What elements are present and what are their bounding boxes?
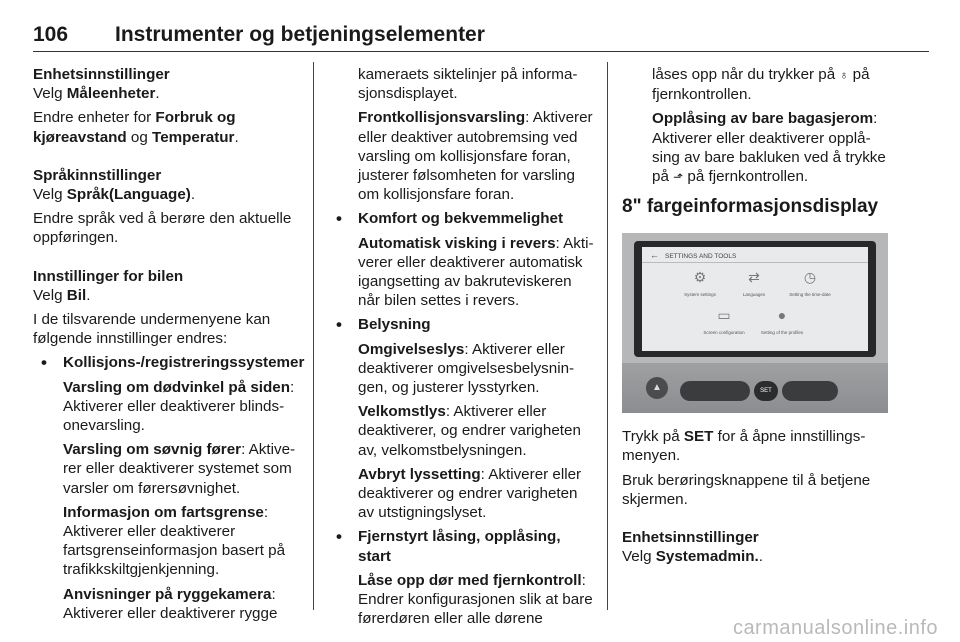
screen-title: SETTINGS AND TOOLS xyxy=(665,253,737,261)
paragraph: Velg Systemadmin.. xyxy=(622,548,763,566)
monitor-icon: ▭ xyxy=(717,307,731,324)
screen-icon-profiles: ● Setting of the profiles xyxy=(752,307,812,342)
display-illustration xyxy=(622,233,888,413)
screen-icon-time-date: ◷ Setting the time-date xyxy=(780,269,840,304)
unlock-key-icon: ♁ xyxy=(839,68,849,82)
bullet-item: • Belysning xyxy=(328,315,594,334)
watermark: carmanualsonline.info xyxy=(732,617,938,639)
screen-icon-screen-config: ▭ Screen configuration xyxy=(694,307,754,342)
page-title: Instrumenter og betjeningselementer xyxy=(115,23,485,46)
bullet-item: • Komfort og bekvemmelighet xyxy=(328,209,594,228)
paragraph: Velg Måleenheter. xyxy=(33,85,160,103)
column-divider xyxy=(607,62,608,610)
gear-icon: ⚙ xyxy=(693,269,707,286)
column-3 xyxy=(622,65,888,571)
back-arrow-icon: ← xyxy=(650,250,659,261)
hazard-icon: ▲ xyxy=(646,377,668,399)
control-panel xyxy=(622,363,888,413)
indented-paragraph: Automatisk visking i revers: Aktiverer eller deaktiverer automatisk igangsetting av bakruteviskeren når bilen settes i revers. xyxy=(358,234,594,310)
heading-language-settings: Språkinnstillinger xyxy=(33,166,162,184)
column-divider xyxy=(313,62,314,610)
heading-unit-settings: Enhetsinnstillinger xyxy=(33,66,170,83)
control-buttons-right xyxy=(782,381,838,401)
paragraph: Endre enheter for Forbruk og kjøreavstand og Temperatur. xyxy=(33,109,239,146)
indented-paragraph: Låse opp dør med fjernkontroll: Endrer konfigurasjonen slik at bare førerdøren eller alle dørene xyxy=(358,571,593,628)
page-header xyxy=(33,22,929,52)
paragraph: Bruk berøringsknappene til å betjene skjermen. xyxy=(622,471,871,508)
indented-paragraph: låses opp når du trykker på ♁ på fjernkontrollen. xyxy=(652,66,870,104)
paragraph: Velg Bil. xyxy=(33,286,91,304)
page-number: 106 xyxy=(33,23,69,46)
set-button: SET xyxy=(754,381,778,401)
column-1 xyxy=(33,65,305,628)
indented-paragraph: kameraets siktelinjer på informasjonsdisplayet. xyxy=(358,66,578,103)
screen-bezel xyxy=(634,241,876,357)
screen xyxy=(642,247,868,351)
column-2 xyxy=(328,65,594,633)
indented-paragraph: Velkomstlys: Aktiverer eller deaktiverer, og endrer varigheten av, velkomstbelysningen. xyxy=(358,403,581,459)
paragraph: Endre språk ved å berøre den aktuelle oppføringen. xyxy=(33,210,292,247)
indented-paragraph: Omgivelseslys: Aktiverer eller deaktiverer omgivelsesbelysningen, og justerer lysstyrken. xyxy=(358,340,575,397)
heading-vehicle-settings: Innstillinger for bilen xyxy=(33,267,184,285)
paragraph: I de tilsvarende undermenyene kan følgende innstillinger endres: xyxy=(33,311,271,348)
indented-paragraph: Frontkollisjonsvarsling: Aktiverer eller deaktiver autobremsing ved varsling om kollisjonsfare foran, justerer følsomheten for varsling om kollisjonsfare foran. xyxy=(358,109,593,204)
indented-paragraph: Varsling om dødvinkel på siden: Aktiverer eller deaktiverer blindsonevarsling. xyxy=(63,378,295,435)
tailgate-key-icon: ⬏ xyxy=(673,170,684,185)
indented-paragraph: Anvisninger på ryggekamera: Aktiverer eller deaktiverer rygge xyxy=(63,585,278,622)
screen-icon-system-settings: ⚙ System settings xyxy=(670,269,730,304)
indented-paragraph: Avbryt lyssetting: Aktiverer eller deaktiverer og endrer varigheten av utstigningslyset. xyxy=(358,465,582,522)
screen-icon-languages: ⇄ Languages xyxy=(724,269,784,304)
heading-unit-settings-2: Enhetsinnstillinger xyxy=(622,529,759,547)
clock-icon: ◷ xyxy=(803,269,817,286)
indented-paragraph: Opplåsing av bare bagasjerom: Aktiverer eller deaktiverer opplåsing av bare bakluken ved å trykke på ⬏ på fjernkontrollen. xyxy=(652,110,886,186)
bullet-item: • Fjernstyrt låsing, opplåsing, start xyxy=(328,527,594,565)
paragraph: Velg Språk(Language). xyxy=(33,186,196,204)
language-icon: ⇄ xyxy=(748,269,760,286)
indented-paragraph: Informasjon om fartsgrense: Aktiverer eller deaktiverer fartsgrenseinformasjon basert på trafikkskiltgjenkjenning. xyxy=(63,503,286,579)
control-buttons-left xyxy=(680,381,750,401)
paragraph: Trykk på SET for å åpne innstillingsmenyen. xyxy=(622,428,866,465)
person-icon: ● xyxy=(777,307,787,324)
indented-paragraph: Varsling om søvnig fører: Aktiverer eller deaktiverer systemet som varsler om førersøvnighet. xyxy=(63,441,296,497)
section-title: 8" fargeinformasjonsdisplay xyxy=(622,196,879,218)
bullet-item: • Kollisjons-/registreringssystemer xyxy=(33,353,299,372)
